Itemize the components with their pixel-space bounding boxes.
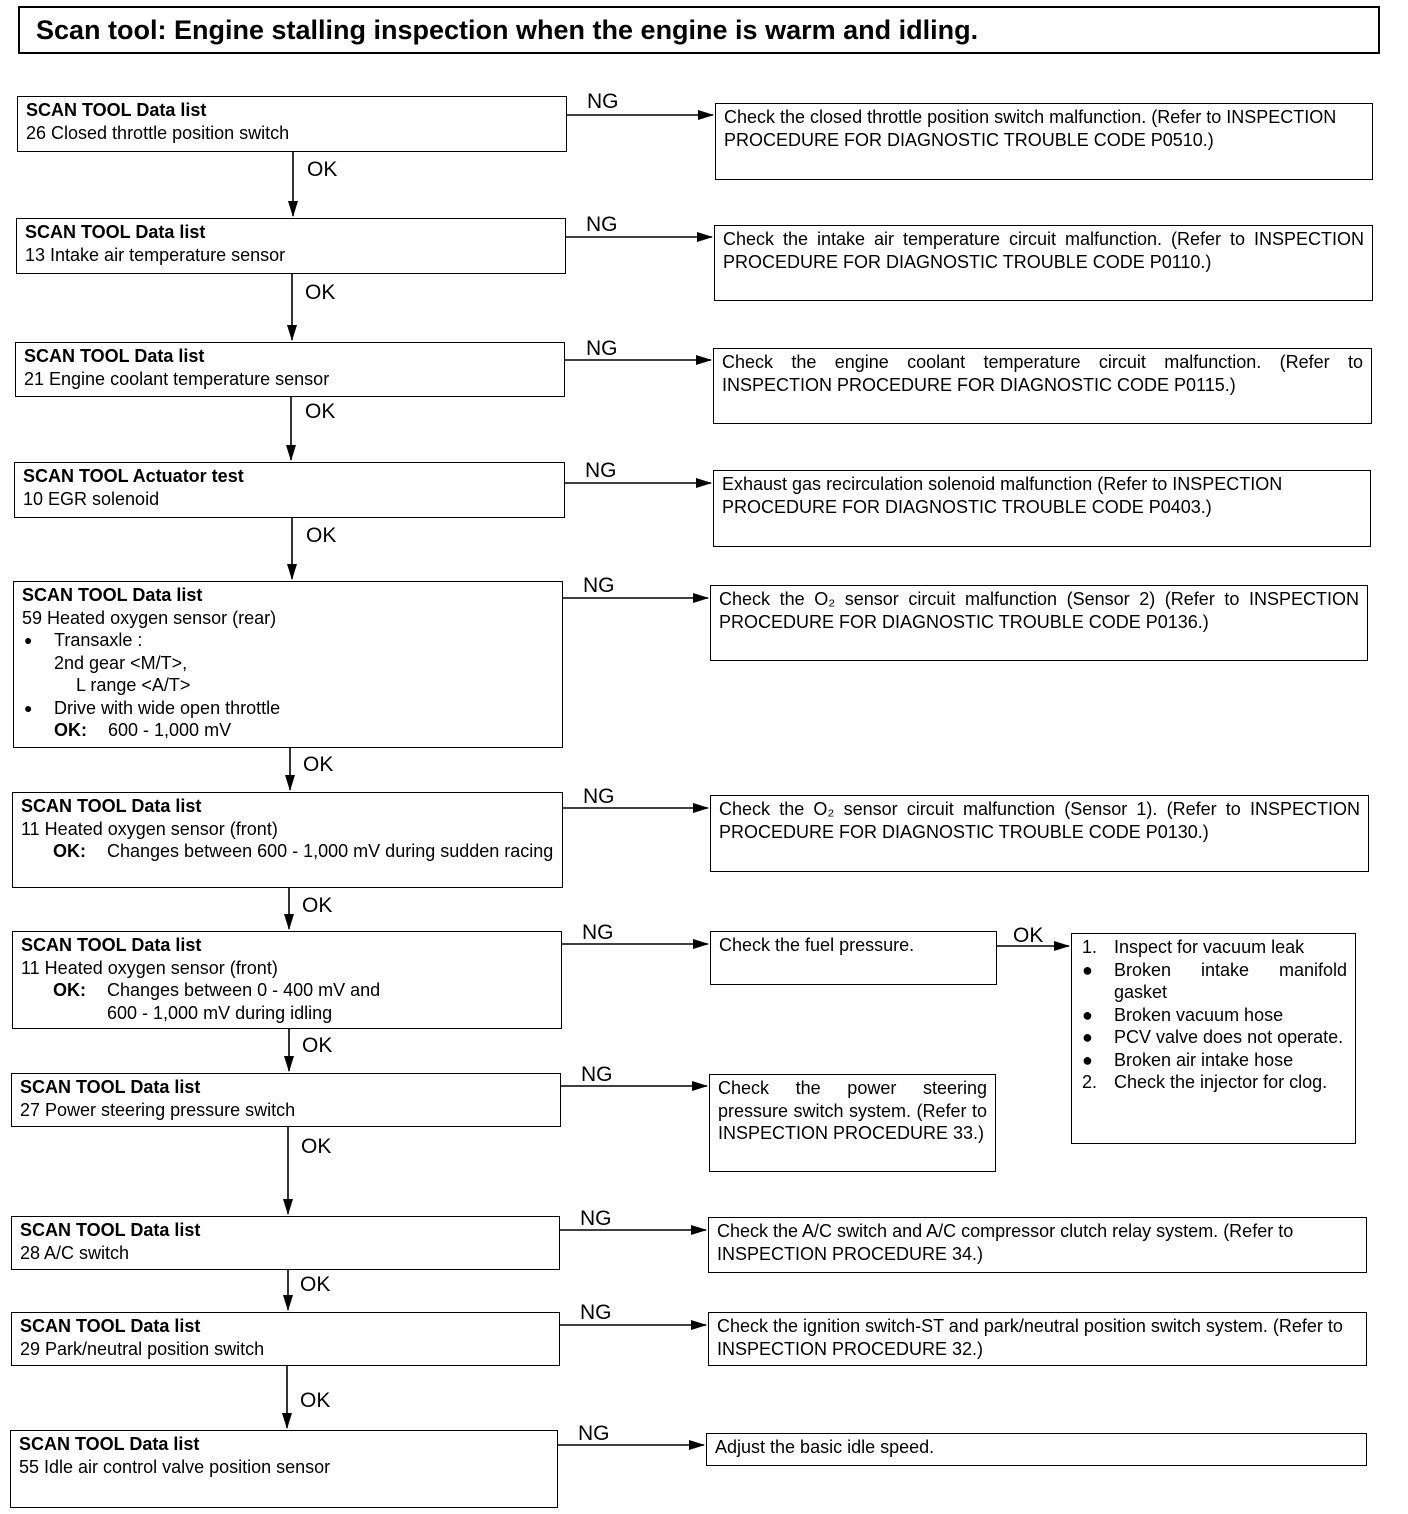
range-condition: L range <A/T> <box>76 675 191 695</box>
ok-label-9: OK <box>300 1273 331 1296</box>
inspection-subitem-text: Broken intake manifold gasket <box>1114 959 1347 1002</box>
ng-label-9: NG <box>580 1207 612 1230</box>
step-header: SCAN TOOL Data list <box>24 346 205 366</box>
ng-label-3: NG <box>586 337 618 360</box>
ng-result-text: Check the power steering pressure switch system. (Refer to INSPECTION PROCEDURE 33.) <box>718 1078 987 1143</box>
ok-criterion-value: Changes between 600 - 1,000 mV during sudden racing <box>107 841 554 861</box>
ok-criterion-label: OK: <box>53 841 86 861</box>
ok-criterion-value: 600 - 1,000 mV <box>108 720 232 740</box>
inspection-subitem <box>1080 1049 1347 1072</box>
ok-label-5: OK <box>303 753 334 776</box>
ng-label-10: NG <box>580 1301 612 1324</box>
ng-result-text: Check the O₂ sensor circuit malfunction (Sensor 2) (Refer to INSPECTION PROCEDURE FOR DIAGNOSTIC TROUBLE CODE P0136.) <box>719 589 1359 632</box>
ng-result-box-6 <box>710 795 1369 872</box>
step-item: 11 Heated oxygen sensor (front) <box>21 818 278 839</box>
ok-criterion-label: OK: <box>53 980 86 1000</box>
ng-result-box-9 <box>708 1217 1367 1273</box>
bullet-icon: ● <box>1082 1027 1093 1047</box>
step-item: 10 EGR solenoid <box>23 488 160 509</box>
ng-label-7: NG <box>582 921 614 944</box>
gear-condition: 2nd gear <M/T>, <box>54 652 188 673</box>
step-header: SCAN TOOL Actuator test <box>23 466 244 486</box>
ok-criterion <box>21 979 553 1002</box>
inspection-subitem <box>1080 959 1347 1004</box>
step-box-11 <box>10 1430 558 1508</box>
ok-label-7: OK <box>302 1034 333 1057</box>
ng-result-box-4 <box>713 470 1371 547</box>
step-header: SCAN TOOL Data list <box>20 1316 201 1336</box>
inspection-subitem <box>1080 1004 1347 1027</box>
ng-label-5: NG <box>583 574 615 597</box>
condition-bullet-transaxle: ● Transaxle : <box>22 629 554 652</box>
inspection-item-1 <box>1080 936 1347 959</box>
step-item: 59 Heated oxygen sensor (rear) <box>22 607 277 628</box>
ng-label-8: NG <box>581 1063 613 1086</box>
bullet-icon: ● <box>1082 1004 1093 1025</box>
ok-label-2: OK <box>305 281 336 304</box>
step-item: 55 Idle air control valve position sensor <box>19 1456 331 1477</box>
step-item: 27 Power steering pressure switch <box>20 1099 296 1120</box>
step-item: 29 Park/neutral position switch <box>20 1338 265 1359</box>
ng-result-text: Adjust the basic idle speed. <box>715 1437 935 1457</box>
step-item: 26 Closed throttle position switch <box>26 122 290 143</box>
step-header: SCAN TOOL Data list <box>21 935 202 955</box>
list-marker: 2. <box>1082 1072 1098 1092</box>
list-marker: 1. <box>1082 937 1098 957</box>
step-box-2 <box>16 218 566 274</box>
condition-bullet-throttle: ● Drive with wide open throttle <box>22 697 554 720</box>
ng-label-11: NG <box>578 1422 610 1445</box>
step-header: SCAN TOOL Data list <box>19 1434 200 1454</box>
step-header: SCAN TOOL Data list <box>22 585 203 605</box>
ok-criterion-value: Changes between 0 - 400 mV and <box>107 980 381 1000</box>
step-header: SCAN TOOL Data list <box>26 100 207 120</box>
step-header: SCAN TOOL Data list <box>20 1077 201 1097</box>
ng-result-box-11 <box>706 1433 1367 1466</box>
ng-result-text: Check the fuel pressure. <box>719 935 915 955</box>
ok-criterion <box>22 719 554 742</box>
ng-label-2: NG <box>586 213 618 236</box>
ok-label-10: OK <box>300 1389 331 1412</box>
bullet-icon: ● <box>1082 1049 1093 1070</box>
ok-label-8: OK <box>301 1135 332 1158</box>
step-item: 11 Heated oxygen sensor (front) <box>21 957 278 978</box>
step-box-7 <box>12 931 562 1029</box>
step-box-3 <box>15 342 565 397</box>
inspection-item-text: Check the injector for clog. <box>1114 1072 1328 1092</box>
step-box-1 <box>17 96 567 152</box>
fuel-ok-inspection-box <box>1071 933 1356 1144</box>
ng-result-box-10 <box>708 1312 1367 1366</box>
step-box-5 <box>13 581 563 748</box>
ng-result-box-5 <box>710 585 1368 661</box>
ng-result-text: Check the closed throttle position switch malfunction. (Refer to INSPECTION PROCEDURE FOR DIAGNOSTIC TROUBLE CODE P0510.) <box>724 107 1337 150</box>
ng-label-4: NG <box>585 459 617 482</box>
step-header: SCAN TOOL Data list <box>25 222 206 242</box>
ng-result-box-1 <box>715 103 1373 180</box>
inspection-subitem-text: Broken vacuum hose <box>1114 1004 1284 1025</box>
step-item: 28 A/C switch <box>20 1242 130 1263</box>
ok-label-fuel: OK <box>1013 924 1044 947</box>
ok-label-6: OK <box>302 894 333 917</box>
step-item: 13 Intake air temperature sensor <box>25 244 286 265</box>
step-item: 21 Engine coolant temperature sensor <box>24 368 330 389</box>
bullet-icon: ● <box>1082 959 1093 980</box>
ok-criterion-value-cont: 600 - 1,000 mV during idling <box>107 1002 333 1023</box>
ok-criterion <box>21 840 554 863</box>
inspection-item-2 <box>1080 1071 1347 1094</box>
ng-label-6: NG <box>583 785 615 808</box>
ng-result-text: Check the engine coolant temperature circuit malfunction. (Refer to INSPECTION PROCEDURE FOR DIAGNOSTIC CODE P0115.) <box>722 352 1363 395</box>
ok-label-4: OK <box>306 524 337 547</box>
step-box-4 <box>14 462 565 518</box>
ok-label-1: OK <box>307 158 338 181</box>
ng-result-text: Exhaust gas recirculation solenoid malfunction (Refer to INSPECTION PROCEDURE FOR DIAGNOSTIC TROUBLE CODE P0403.) <box>722 474 1283 517</box>
ok-label-3: OK <box>305 400 336 423</box>
ng-result-text: Check the intake air temperature circuit malfunction. (Refer to INSPECTION PROCEDURE FOR DIAGNOSTIC TROUBLE CODE P0110.) <box>723 229 1364 272</box>
ng-result-box-2 <box>714 225 1373 301</box>
inspection-item-text: Inspect for vacuum leak <box>1114 937 1305 957</box>
step-header: SCAN TOOL Data list <box>20 1220 201 1240</box>
ng-result-box-3 <box>713 348 1372 424</box>
ng-result-text: Check the O₂ sensor circuit malfunction (Sensor 1). (Refer to INSPECTION PROCEDURE FOR DIAGNOSTIC TROUBLE CODE P0130.) <box>719 799 1360 842</box>
ng-result-box-8 <box>709 1074 996 1172</box>
ng-result-text: Check the A/C switch and A/C compressor clutch relay system. (Refer to INSPECTION PROCEDURE 34.) <box>717 1221 1294 1264</box>
ng-label-1: NG <box>587 90 619 113</box>
step-box-9 <box>11 1216 560 1270</box>
step-box-10 <box>11 1312 560 1366</box>
inspection-subitem-text: Broken air intake hose <box>1114 1049 1294 1070</box>
ng-result-box-7 <box>710 931 997 985</box>
step-box-6 <box>12 792 563 888</box>
page-title: Scan tool: Engine stalling inspection when the engine is warm and idling. <box>18 6 1380 54</box>
ng-result-text: Check the ignition switch-ST and park/neutral position switch system. (Refer to INSPECTION PROCEDURE 32.) <box>717 1316 1343 1359</box>
step-box-8 <box>11 1073 561 1127</box>
step-header: SCAN TOOL Data list <box>21 796 202 816</box>
inspection-subitem-text: PCV valve does not operate. <box>1114 1027 1344 1047</box>
ok-criterion-label: OK: <box>54 720 87 740</box>
inspection-subitem <box>1080 1026 1347 1049</box>
